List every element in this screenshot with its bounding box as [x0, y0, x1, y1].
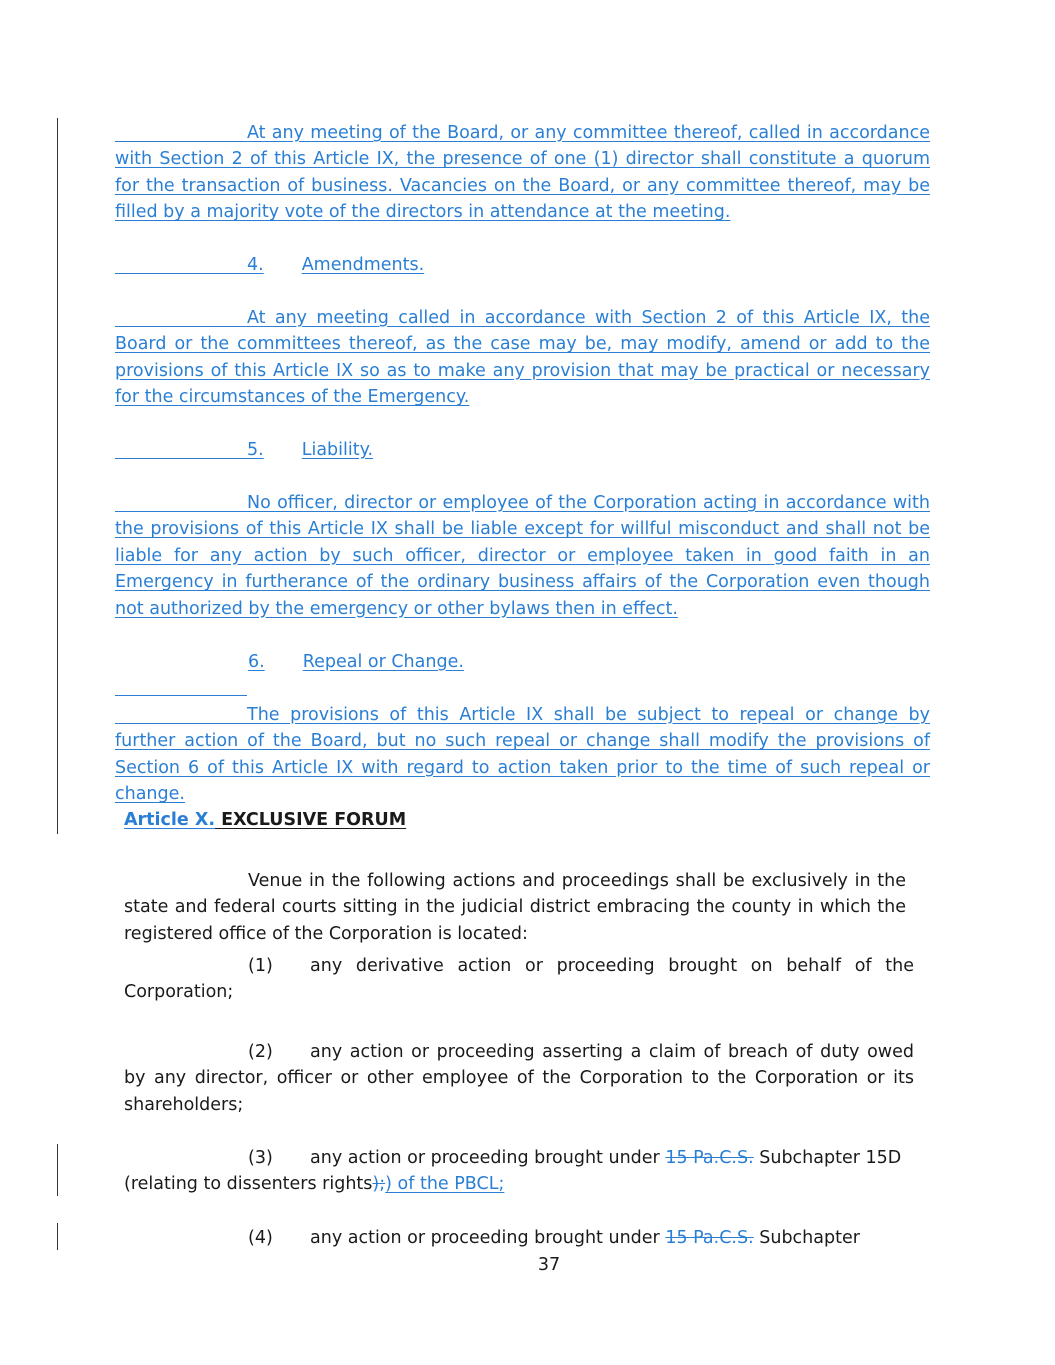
item-number: (2)	[248, 1042, 273, 1062]
section-5-heading	[115, 437, 930, 463]
inserted-text: ) of the PBCL;	[385, 1174, 505, 1195]
item-number: (1)	[248, 956, 273, 976]
item-text: any derivative action or proceeding brought on behalf of the Corporation;	[124, 956, 914, 1003]
change-bar	[57, 1223, 58, 1250]
article-title: EXCLUSIVE FORUM	[221, 810, 407, 830]
section-number: 4.	[247, 255, 264, 275]
section-number: 5.	[247, 440, 264, 460]
section-number: 6.	[248, 652, 265, 672]
quorum-paragraph	[115, 120, 930, 226]
liability-paragraph	[115, 490, 930, 622]
empty-leader-line	[115, 695, 247, 696]
amendments-text: At any meeting called in accordance with Section 2 of this Article IX, the Board or the committees thereof, as the case may be, may modify, amend or add to the provisions of this Article IX so as to make any provision that may be practical or necessary for the circumstances of the Emergency.	[115, 308, 930, 408]
article-label: Article X.	[124, 810, 216, 830]
quorum-text: At any meeting of the Board, or any committee thereof, called in accordance with Section 2 of this Article IX, the presence of one (1) director shall constitute a quorum for the transaction of business. Vacancies on the Board, or any committee thereof, may be filled by a majority vote of the directors in attendance at the meeting.	[115, 123, 930, 223]
item-text: any action or proceeding asserting a claim of breach of duty owed by any director, officer or other employee of the Corporation to the Corporation or its shareholders;	[124, 1042, 914, 1115]
indent-leader	[115, 510, 247, 512]
item-text: any action or proceeding brought under	[310, 1228, 660, 1248]
list-item	[124, 1039, 914, 1118]
section-6-heading	[248, 649, 930, 675]
list-item	[124, 1225, 914, 1251]
item-text: Subchapter 15D (relating to dissenters rights	[124, 1148, 902, 1195]
section-title: Liability.	[301, 440, 374, 460]
liability-text: No officer, director or employee of the Corporation acting in accordance with the provisions of this Article IX shall be liable except for willful misconduct and shall not be liable for any action by such officer, director or employee taken in good faith in an Emergency in furtherance of the ordinary business affairs of the Corporation even though not authorized by the emergency or other bylaws then in effect.	[115, 493, 930, 619]
list-item	[124, 953, 914, 1006]
indent-leader	[115, 272, 247, 274]
venue-text: Venue in the following actions and proceedings shall be exclusively in the state and federal courts sitting in the judicial district embracing the county in which the registered office of the Corporation is located:	[124, 871, 906, 944]
repeal-paragraph	[115, 702, 930, 808]
change-bar	[57, 1144, 58, 1196]
list-item	[124, 1145, 914, 1198]
indent-leader	[115, 457, 247, 459]
page-number: 37	[537, 1255, 561, 1275]
section-title: Repeal or Change.	[302, 652, 464, 672]
item-text: any action or proceeding brought under	[310, 1148, 660, 1168]
section-4-heading	[115, 252, 930, 278]
item-number: (4)	[248, 1228, 273, 1248]
section-title: Amendments.	[301, 255, 425, 275]
item-text: Subchapter	[759, 1228, 860, 1248]
venue-intro	[124, 868, 906, 947]
indent-leader	[115, 325, 247, 327]
deleted-text: 15 Pa.C.S.	[665, 1228, 754, 1248]
change-bar	[57, 118, 58, 834]
repeal-text: The provisions of this Article IX shall be subject to repeal or change by further action of the Board, but no such repeal or change shall modify the provisions of Section 6 of this Article IX with regard to action taken prior to the time of such repeal or change.	[115, 705, 930, 805]
item-number: (3)	[248, 1148, 273, 1168]
deleted-text: 15 Pa.C.S.	[665, 1148, 754, 1168]
article-x-heading	[124, 807, 824, 833]
indent-leader	[115, 140, 247, 142]
amendments-paragraph	[115, 305, 930, 411]
deleted-text: );	[372, 1174, 386, 1195]
indent-leader	[115, 722, 247, 724]
